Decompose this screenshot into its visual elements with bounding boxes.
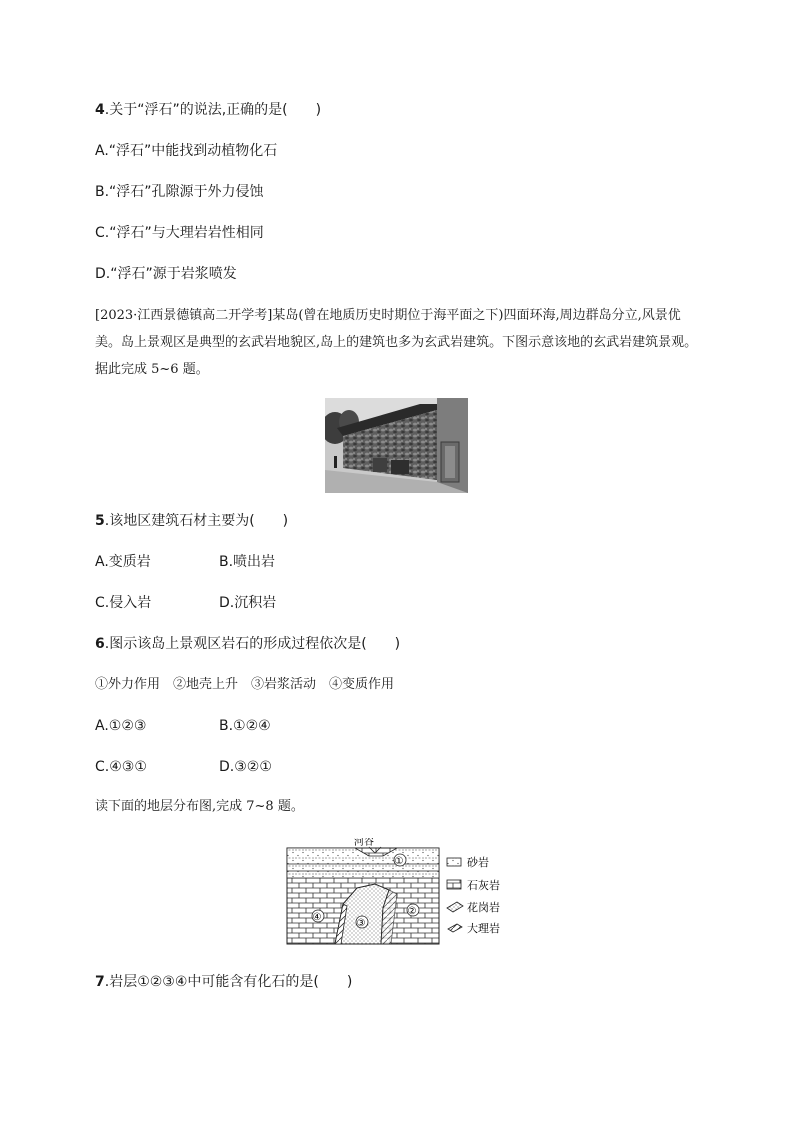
q4-option-d: D.“浮石”源于岩浆喷发 [95,266,237,282]
question-number: 4 [95,102,105,118]
q4-option-c: C.“浮石”与大理岩岩性相同 [95,225,264,241]
layer-label-4: ④ [312,912,322,923]
q6-option-a: A.①②③ [95,718,147,734]
question-text: .关于“浮石”的说法,正确的是( ) [104,102,322,118]
question-text: .图示该岛上景观区岩石的形成过程依次是( ) [104,636,401,652]
q5-option-b: B.喷出岩 [219,554,276,570]
question-7-stem [95,973,352,991]
question-4-stem [95,101,321,119]
q4-option-a: A.“浮石”中能找到动植物化石 [95,143,278,159]
question-number: 6 [95,636,105,652]
layer-label-1: ① [394,856,404,867]
question-number: 7 [95,974,105,990]
legend-swatch-granite [447,902,463,912]
q5-option-d: D.沉积岩 [219,595,277,611]
q5-option-c: C.侵入岩 [95,595,152,611]
passage-5-6: [2023·江西景德镇高二开学考]某岛(曾在地质历史时期位于海平面之下)四面环海,周边群岛分立,风景优美。岛上景观区是典型的玄武岩地貌区,岛上的建筑也多为玄武岩建筑。下图示意该地的玄武岩建筑景观。据此完成 5~6 题。 [95,308,698,377]
question-number: 5 [95,513,105,529]
legend-swatch-limestone [447,880,461,889]
basalt-building-photo [325,398,468,493]
legend-limestone: 石灰岩 [467,879,500,892]
q6-option-d: D.③②① [219,759,272,775]
legend-granite: 花岗岩 [467,901,500,914]
q6-option-c: C.④③① [95,759,147,775]
q4-option-b: B.“浮石”孔隙源于外力侵蚀 [95,184,264,200]
question-text: .该地区建筑石材主要为( ) [104,513,289,529]
legend-swatch-marble [448,924,462,932]
question-6-stem [95,635,400,653]
legend-swatch-sandstone [447,858,461,866]
layer-label-3: ③ [356,918,366,929]
basalt-building-image [325,398,468,493]
legend-marble: 大理岩 [467,922,500,935]
question-text: .岩层①②③④中可能含有化石的是( ) [104,974,353,990]
q6-option-b: B.①②④ [219,718,271,734]
layer-label-2: ② [407,906,417,917]
legend-sandstone: 砂岩 [467,856,489,869]
stratum-diagram-figure [285,838,517,946]
passage-7-8: 读下面的地层分布图,完成 7~8 题。 [95,799,304,814]
q5-option-a: A.变质岩 [95,554,151,570]
valley-label: 河谷 [354,838,374,848]
q6-process-items: ①外力作用 ②地壳上升 ③岩浆活动 ④变质作用 [95,677,395,692]
stratum-diagram [285,838,517,946]
question-5-stem [95,512,288,530]
